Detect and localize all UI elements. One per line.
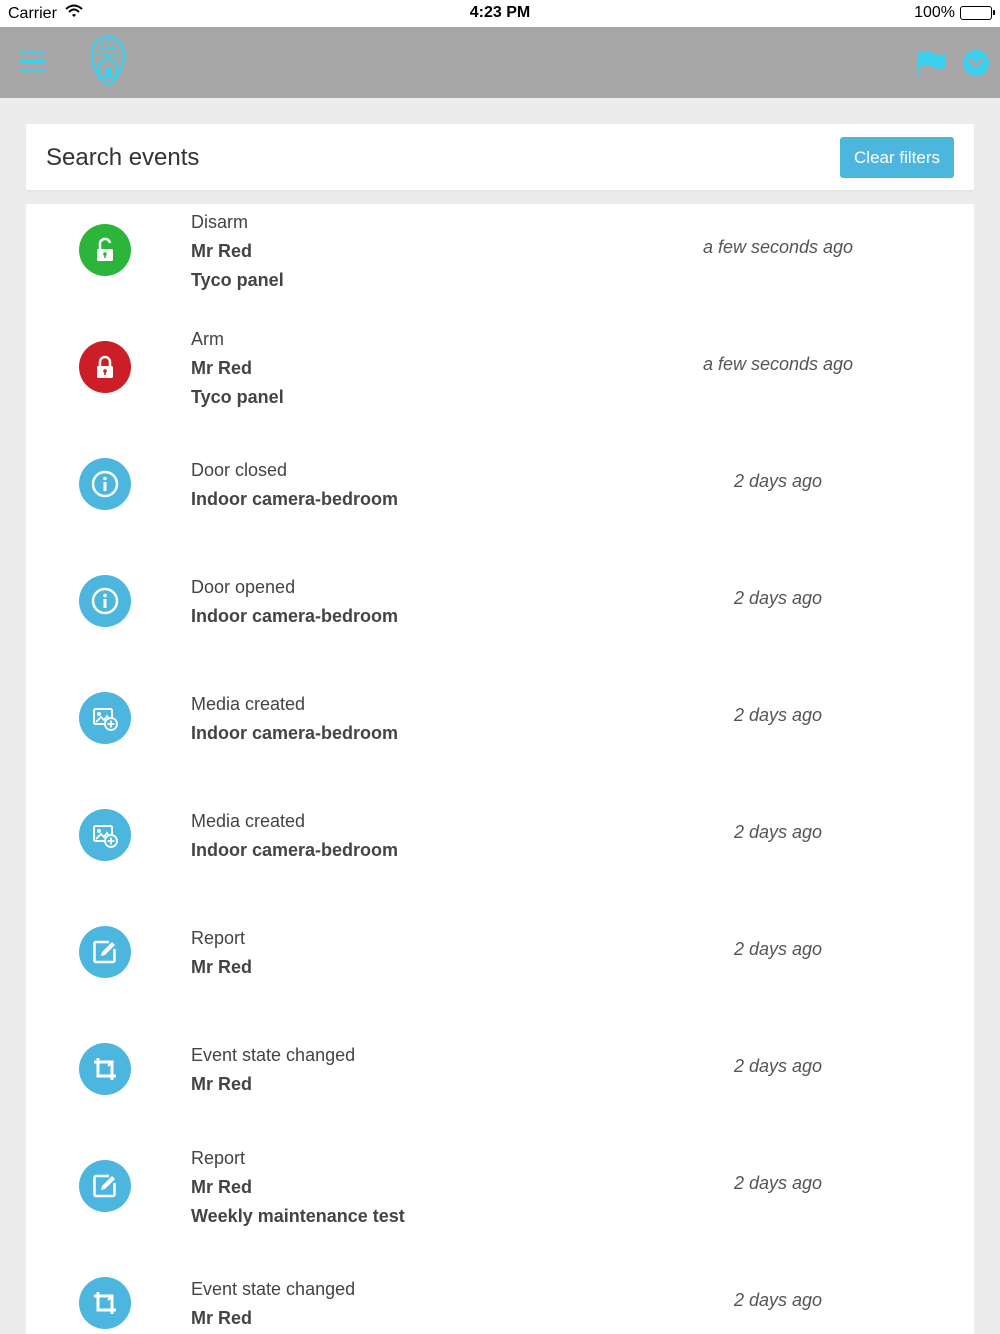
info-icon [79, 575, 131, 627]
hamburger-icon[interactable] [20, 51, 46, 73]
event-time: 2 days ago [733, 822, 823, 842]
event-type: Report [191, 1148, 246, 1168]
event-row[interactable] [26, 1023, 974, 1140]
event-row[interactable] [26, 204, 974, 321]
unlock-icon [79, 224, 131, 276]
event-time: 2 days ago [733, 939, 823, 959]
event-row[interactable] [26, 1257, 974, 1334]
crop-icon [79, 1043, 131, 1095]
app-header [0, 27, 1000, 98]
flag-icon[interactable] [915, 49, 947, 77]
event-subject: Mr Red [191, 358, 253, 378]
event-type: Media created [191, 811, 306, 831]
event-time: 2 days ago [733, 588, 823, 608]
event-subject: Mr Red [191, 241, 253, 261]
event-row[interactable] [26, 555, 974, 672]
event-time: 2 days ago [733, 1056, 823, 1076]
event-subject: Mr Red [191, 957, 253, 977]
chevron-down-circle-icon[interactable] [962, 49, 990, 77]
event-time: a few seconds ago [702, 354, 854, 374]
event-row[interactable] [26, 438, 974, 555]
event-type: Door closed [191, 460, 288, 480]
event-details [191, 573, 398, 631]
search-events-card [26, 124, 974, 190]
event-subject: Indoor camera-bedroom [191, 606, 399, 626]
media-add-icon [79, 809, 131, 861]
event-details [191, 456, 398, 514]
status-right [914, 4, 992, 22]
events-list [26, 204, 974, 1334]
event-subject: Mr Red [191, 1074, 253, 1094]
event-details [191, 690, 398, 748]
event-type: Media created [191, 694, 306, 714]
edit-icon [79, 926, 131, 978]
crop-icon [79, 1277, 131, 1329]
status-bar [0, 0, 1000, 27]
event-type: Event state changed [191, 1279, 356, 1299]
event-type: Event state changed [191, 1045, 356, 1065]
event-detail: Tyco panel [191, 387, 284, 407]
event-subject: Indoor camera-bedroom [191, 489, 399, 509]
event-details [191, 325, 284, 412]
event-subject: Mr Red [191, 1177, 253, 1197]
event-subject: Mr Red [191, 1308, 253, 1328]
event-details [191, 924, 252, 982]
status-time: 4:23 PM [469, 4, 531, 21]
battery-percent: 100% [914, 4, 955, 21]
battery-icon [960, 6, 992, 20]
event-type: Door opened [191, 577, 296, 597]
event-type: Report [191, 928, 246, 948]
event-row[interactable] [26, 1140, 974, 1257]
event-type: Arm [191, 329, 224, 349]
event-row[interactable] [26, 321, 974, 438]
lock-icon [79, 341, 131, 393]
event-details [191, 807, 398, 865]
event-details [191, 1041, 355, 1099]
clear-filters-button[interactable]: Clear filters [840, 137, 954, 178]
event-details [191, 1275, 355, 1333]
event-time: 2 days ago [733, 705, 823, 725]
event-subject: Indoor camera-bedroom [191, 723, 399, 743]
event-row[interactable] [26, 906, 974, 1023]
event-details [191, 1144, 405, 1231]
event-type: Disarm [191, 212, 248, 232]
event-time: 2 days ago [733, 471, 823, 491]
info-icon [79, 458, 131, 510]
event-detail: Tyco panel [191, 270, 284, 290]
carrier-label: Carrier [8, 4, 57, 22]
edit-icon [79, 1160, 131, 1212]
media-add-icon [79, 692, 131, 744]
event-row[interactable] [26, 789, 974, 906]
event-detail: Weekly maintenance test [191, 1206, 405, 1226]
shield-house-logo [88, 35, 128, 87]
event-time: 2 days ago [733, 1290, 823, 1310]
event-details [191, 208, 284, 295]
event-subject: Indoor camera-bedroom [191, 840, 399, 860]
search-events-title: Search events [46, 144, 200, 171]
event-time: 2 days ago [733, 1173, 823, 1193]
event-row[interactable] [26, 672, 974, 789]
event-time: a few seconds ago [702, 237, 854, 257]
